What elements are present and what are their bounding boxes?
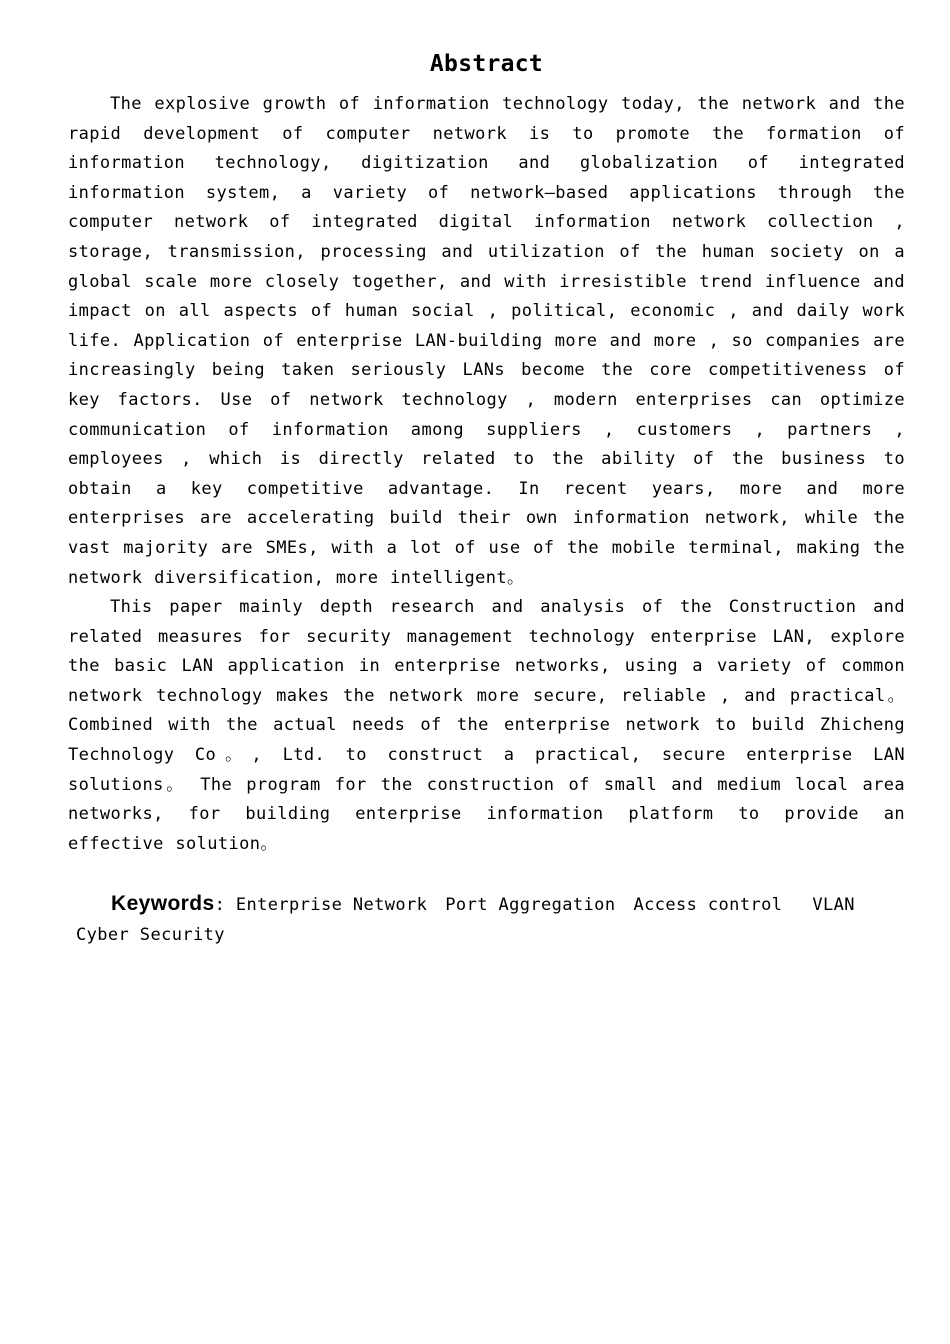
keyword-item: VLAN <box>812 895 855 916</box>
abstract-page <box>68 48 905 950</box>
keywords-separator: : <box>214 895 226 916</box>
abstract-title: Abstract <box>429 51 544 77</box>
keyword-item: Enterprise Network <box>235 895 428 916</box>
keywords-block <box>68 889 905 950</box>
abstract-paragraph-2: This paper mainly depth research and analysis of the Construction and related measures for security management technology enterprise LAN, explore the basic LAN application in enterprise networks, using a variety of common network technology makes the network more secure, reliable , and practical。 Combined with the actual needs of the enterprise network to build Zhicheng Technology Co。, Ltd. to construct a practical, secure enterprise LAN solutions。 The program for the construction of small and medium local area networks, for building enterprise information platform to provide an effective solution。 <box>68 597 905 854</box>
keyword-item: Port Aggregation <box>445 895 616 916</box>
keyword-item: Cyber Security <box>76 925 225 946</box>
abstract-paragraph-1: The explosive growth of information technology today, the network and the rapid development of computer network is to promote the formation of information technology, digitization and globalization of integrated information system, a variety of network—based applications through the computer network of integrated digital information network collection , storage, transmission, processing and utilization of the human society on a global scale more closely together, and with irresistible trend influence and impact on all aspects of human social , political, economic , and daily work life. Application of enterprise LAN-building more and more , so companies are increasingly being taken seriously LANs become the core competitiveness of key factors. Use of network technology , modern enterprises can optimize communication of information among suppliers , customers , partners , employees , which is directly related to the ability of the business to obtain a key competitive advantage. In recent years, more and more enterprises are accelerating build their own information network, while the vast majority are SMEs, with a lot of use of the mobile terminal, making the network diversification, more intelligent。 <box>68 94 905 588</box>
keyword-item: Access control <box>633 895 783 916</box>
keywords-label: Keywords <box>111 892 215 916</box>
